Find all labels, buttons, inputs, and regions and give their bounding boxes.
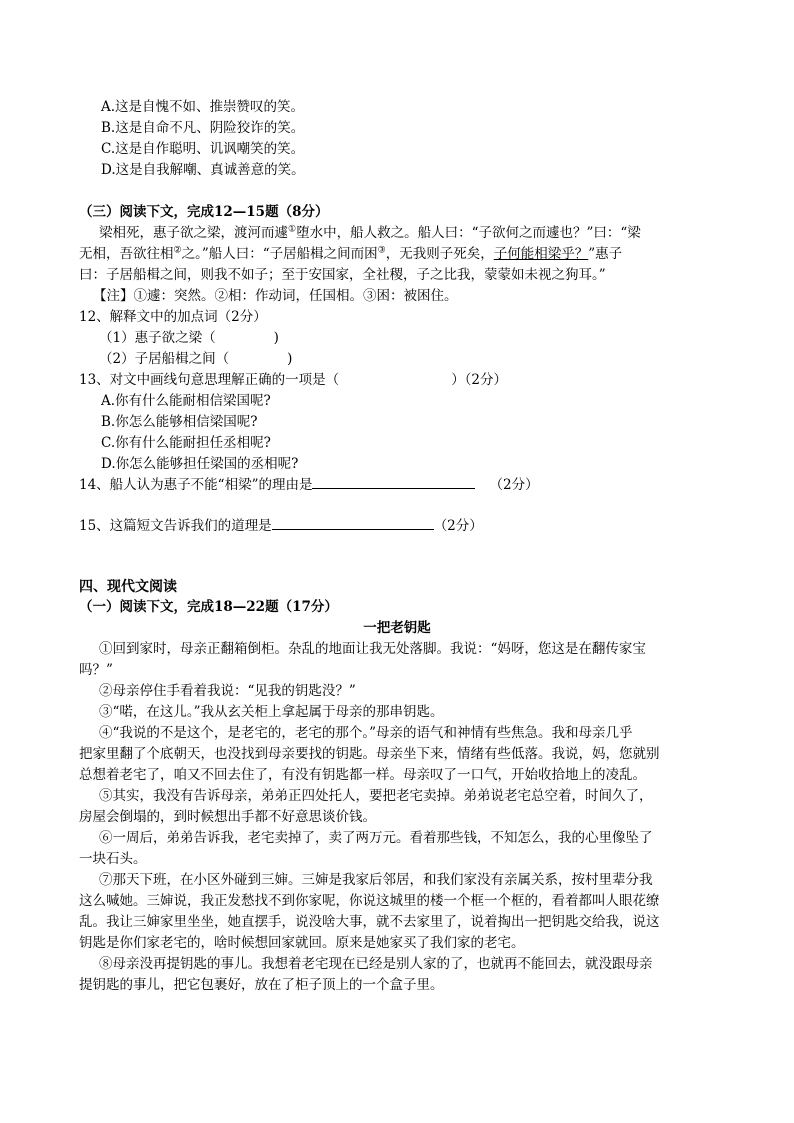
question-score: （2分） bbox=[433, 518, 483, 534]
section3-heading: （三）阅读下文，完成12—15题（8分） bbox=[79, 204, 329, 220]
q13-option-b: B.你怎么能够相信梁国呢? bbox=[101, 414, 258, 430]
footnote-marker-1: ① bbox=[288, 224, 297, 235]
option-a: A.这是自愧不如、推崇赞叹的笑。 bbox=[101, 99, 305, 115]
passage-text: 之。”船人曰：“子居船楫之间而困 bbox=[181, 246, 378, 262]
question-score: ）（2分） bbox=[451, 372, 508, 388]
question-12: 12、解释文中的加点词（2分） bbox=[79, 309, 267, 325]
article-title: 一把老钥匙 bbox=[363, 620, 431, 636]
section4-subheading: （一）阅读下文，完成18—22题（17分） bbox=[79, 599, 338, 615]
paragraph-3: ③“喏，在这儿。”我从玄关柜上拿起属于母亲的那串钥匙。 bbox=[99, 704, 444, 720]
question-12-item-2 bbox=[99, 350, 292, 368]
passage-line-2 bbox=[79, 245, 622, 263]
q13-option-c: C.你有什么能耐担任丞相呢? bbox=[101, 435, 271, 451]
paragraph-5-line-2: 房屋会倒塌的，到时候想出手都不好意思谈价钱。 bbox=[79, 809, 376, 825]
close-paren: ) bbox=[273, 330, 279, 346]
q13-option-a: A.你有什么能耐相信梁国呢? bbox=[101, 393, 271, 409]
underlined-sentence: 子何能相梁乎？ bbox=[493, 246, 589, 262]
paragraph-4-line-1: ④“我说的不是这个，是老宅的，老宅的那个。”母亲的语气和神情有些焦急。我和母亲几乎 bbox=[99, 725, 633, 741]
passage-text: ”惠子 bbox=[588, 246, 623, 262]
paragraph-6-line-1: ⑥一周后，弟弟告诉我，老宅卖掉了，卖了两万元。看着那些钱，不知怎么，我的心里像坠了 bbox=[99, 830, 653, 846]
passage-line-3: 曰：子居船楫之间，则我不如子；至于安国家，全社稷，子之比我，蒙蒙如未视之狗耳。” bbox=[79, 267, 606, 283]
question-14 bbox=[79, 476, 539, 494]
passage-text: 堕水中，船人救之。船人曰：“子欲何之而遽也？”曰：“梁 bbox=[296, 225, 641, 241]
question-text: 14、船人认为惠子不能“相梁”的理由是 bbox=[79, 477, 313, 493]
footnote-marker-2: ② bbox=[173, 245, 182, 256]
item-text: （2）子居船楫之间（ bbox=[99, 351, 230, 367]
paragraph-6-line-2: 一块石头。 bbox=[79, 851, 147, 867]
paragraph-7-line-1: ⑦那天下班，在小区外碰到三婶。三婶是我家后邻居，和我们家没有亲属关系，按村里辈分我 bbox=[99, 872, 653, 888]
passage-text: ，无我则子死矣， bbox=[385, 246, 494, 262]
item-text: （1）惠子欲之梁（ bbox=[99, 330, 216, 346]
paragraph-2: ②母亲停住手看着我说：“见我的钥匙没？” bbox=[99, 683, 356, 699]
paragraph-7-line-2: 这么喊她。三婶说，我正发愁找不到你家呢，你说这城里的楼一个框一个框的，看着都叫人眼花缭 bbox=[79, 893, 660, 909]
answer-blank bbox=[312, 476, 475, 489]
question-15 bbox=[79, 517, 483, 535]
question-text: 15、这篇短文告诉我们的道理是 bbox=[79, 518, 272, 534]
paragraph-8-line-2: 提钥匙的事儿，把它包裹好，放在了柜子顶上的一个盒子里。 bbox=[79, 977, 444, 993]
q13-option-d: D.你怎么能够担任梁国的丞相呢? bbox=[101, 456, 299, 472]
footnote-marker-3: ③ bbox=[377, 245, 386, 256]
paragraph-5-line-1: ⑤其实，我没有告诉母亲，弟弟正四处托人，要把老宅卖掉。弟弟说老宅总空着，时间久了， bbox=[99, 788, 653, 804]
option-c: C.这是自作聪明、讥讽嘲笑的笑。 bbox=[101, 141, 305, 157]
paragraph-7-line-3: 乱。我让三婶家里坐坐，她直摆手，说没啥大事，就不去家里了，说着掏出一把钥匙交给我，说这 bbox=[79, 914, 660, 930]
paragraph-4-line-2: 把家里翻了个底朝天，也没找到母亲要找的钥匙。母亲坐下来，情绪有些低落。我说，妈，您就别 bbox=[79, 746, 660, 762]
question-score: （2分） bbox=[489, 477, 539, 493]
paragraph-4-line-3: 总想着老宅了，咱又不回去住了，有没有钥匙都一样。母亲叹了一口气，开始收拾地上的凌乱。 bbox=[79, 767, 646, 783]
section4-heading: 四、现代文阅读 bbox=[79, 579, 177, 595]
answer-blank bbox=[272, 517, 434, 530]
passage-line-1 bbox=[99, 224, 641, 242]
paragraph-8-line-1: ⑧母亲没再提钥匙的事儿。我想着老宅现在已经是别人家的了，也就再不能回去，就没跟母亲 bbox=[99, 956, 653, 972]
option-d: D.这是自我解嘲、真诚善意的笑。 bbox=[101, 162, 305, 178]
question-text: 13、对文中画线句意思理解正确的一项是（ bbox=[79, 372, 340, 388]
paragraph-7-line-4: 钥匙是你们家老宅的，啥时候想回家就回。原来是她家买了我们家的老宅。 bbox=[79, 935, 525, 951]
passage-text: 梁相死，惠子欲之梁，渡河而遽 bbox=[99, 225, 288, 241]
paragraph-1-line-2: 吗？” bbox=[79, 662, 113, 678]
question-13 bbox=[79, 371, 507, 389]
close-paren: ) bbox=[287, 351, 293, 367]
passage-text: 无相，吾欲往相 bbox=[79, 246, 174, 262]
option-b: B.这是自命不凡、阴险狡诈的笑。 bbox=[101, 120, 305, 136]
paragraph-1-line-1: ①回到家时，母亲正翻箱倒柜。杂乱的地面让我无处落脚。我说：“妈呀，您这是在翻传家宝 bbox=[99, 641, 646, 657]
question-12-item-1 bbox=[99, 329, 279, 347]
footnote-line: 【注】①遽：突然。②相：作动词，任国相。③困：被困住。 bbox=[93, 288, 458, 304]
